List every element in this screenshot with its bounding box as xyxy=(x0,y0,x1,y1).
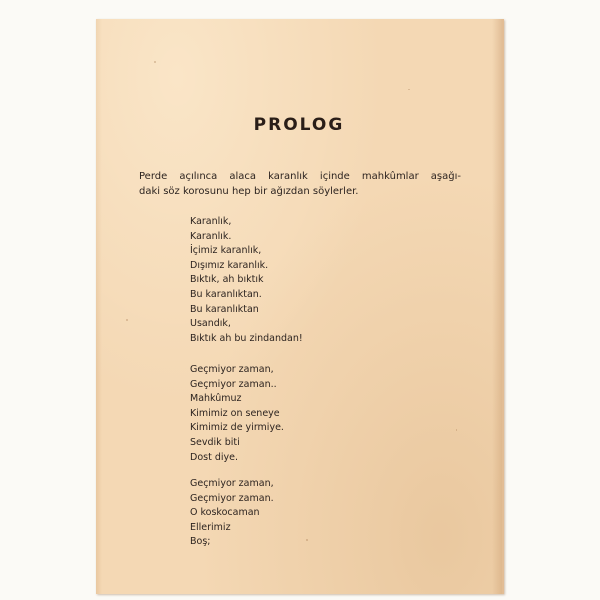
verse-line: Ellerimiz xyxy=(190,521,231,533)
verse-line: Geçmiyor zaman.. xyxy=(190,378,277,390)
verse-line: Geçmiyor zaman. xyxy=(190,492,274,504)
book-page xyxy=(96,19,504,594)
verse-line: Bu karanlıktan. xyxy=(190,288,262,300)
paper-speck xyxy=(126,319,128,321)
stage-direction xyxy=(139,169,461,199)
stage-direction-line: daki söz korosunu hep bir ağızdan söylerler. xyxy=(139,186,359,197)
verse-line: Boş; xyxy=(190,536,211,548)
verse-line: Mahkûmuz xyxy=(190,393,242,405)
verse-line: O koskocaman xyxy=(190,507,260,519)
verse-stanza-1 xyxy=(190,215,303,346)
verse-line: Bıktık ah bu zindandan! xyxy=(190,332,303,344)
verse-line: Dost diye. xyxy=(190,451,238,463)
paper-speck xyxy=(306,539,308,541)
paper-speck xyxy=(154,61,156,63)
verse-stanza-2 xyxy=(190,363,284,465)
verse-line: Bu karanlıktan xyxy=(190,303,259,315)
verse-line: Geçmiyor zaman, xyxy=(190,478,274,489)
stage-direction-line: Perde açılınca alaca karanlık içinde mahkûmlar aşağı- xyxy=(139,171,461,182)
verse-line: Usandık, xyxy=(190,318,231,330)
verse-line: Kimimiz on seneye xyxy=(190,407,280,419)
verse-stanza-3 xyxy=(190,477,274,550)
verse-line: Karanlık, xyxy=(190,216,232,227)
page-title: PROLOG xyxy=(253,115,345,135)
verse-line: Karanlık. xyxy=(190,230,232,242)
verse-line: Bıktık, ah bıktık xyxy=(190,274,264,286)
verse-line: Sevdik biti xyxy=(190,436,240,448)
verse-line: Kimimiz de yirmiye. xyxy=(190,422,284,434)
paper-speck xyxy=(408,89,410,90)
verse-line: Geçmiyor zaman, xyxy=(190,364,274,375)
paper-speck xyxy=(456,429,457,431)
verse-line: Dışımız karanlık. xyxy=(190,259,269,271)
verse-line: İçimiz karanlık, xyxy=(190,245,262,257)
